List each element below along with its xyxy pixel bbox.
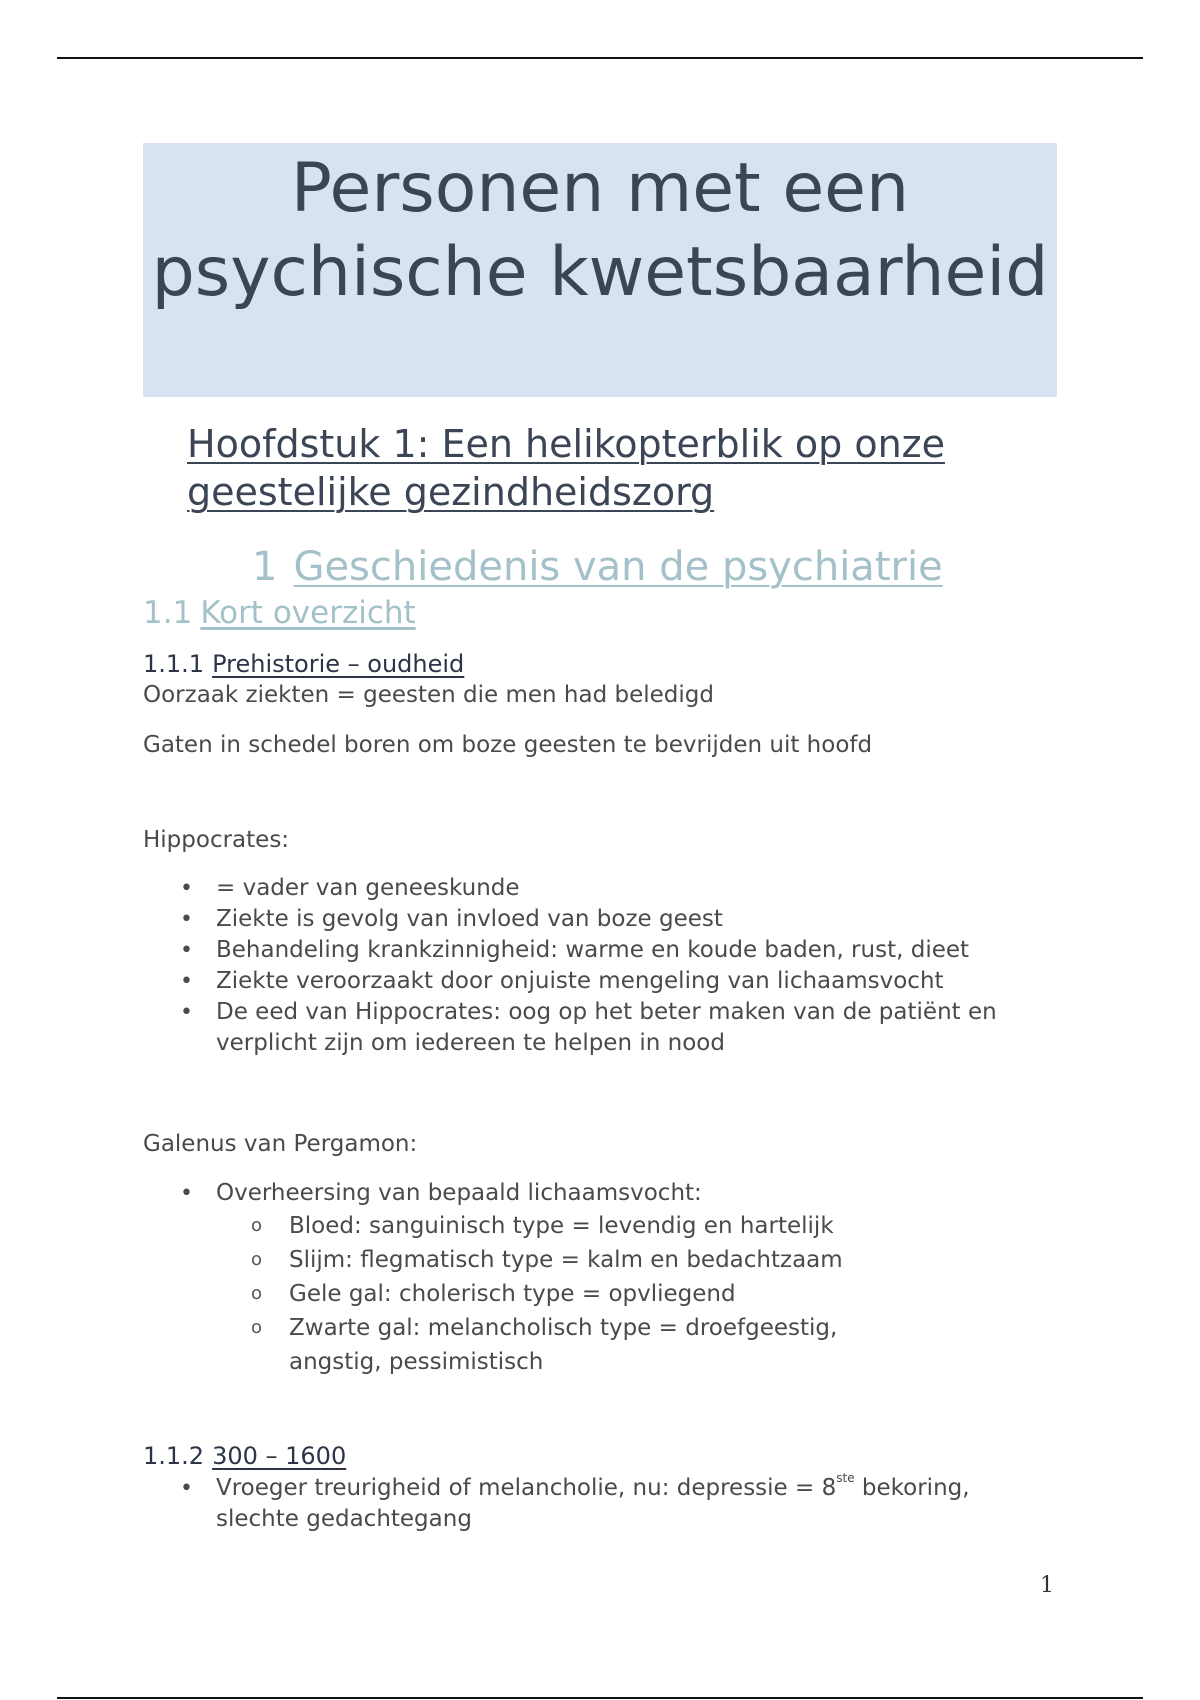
subsubsection-heading-1-1-2 bbox=[143, 1441, 346, 1471]
bullet-icon: • bbox=[180, 969, 193, 994]
hippocrates-label: Hippocrates: bbox=[143, 827, 290, 853]
sub-bullet-icon: o bbox=[251, 1215, 263, 1236]
sub-list-item: o Bloed: sanguinisch type = levendig en hartelijk bbox=[216, 1209, 1063, 1243]
title-box bbox=[143, 143, 1057, 397]
galenus-label: Galenus van Pergamon: bbox=[143, 1131, 418, 1157]
section-title: Geschiedenis van de psychiatrie bbox=[293, 544, 943, 590]
footer-rule bbox=[57, 1697, 1143, 1699]
bullet-icon: • bbox=[180, 938, 193, 963]
list-item: • De eed van Hippocrates: oog op het beter maken van de patiënt en verplicht zijn om iedereen te helpen in nood bbox=[180, 999, 997, 1056]
subsubsection-number: 1.1.2 bbox=[143, 1442, 205, 1470]
subsection-number: 1.1 bbox=[143, 595, 193, 631]
list-item: • Vroeger treurigheid of melancholie, nu: depressie = 8ste bekoring, slechte gedachtegang bbox=[180, 1471, 970, 1532]
header-rule bbox=[57, 57, 1143, 59]
section-heading-1 bbox=[252, 542, 943, 592]
sub-list-item: o Slijm: flegmatisch type = kalm en bedachtzaam bbox=[216, 1243, 1063, 1277]
section-number: 1 bbox=[252, 544, 278, 590]
subsubsection-number: 1.1.1 bbox=[143, 650, 205, 678]
subsection-heading-1-1 bbox=[143, 593, 416, 633]
list-item: • Behandeling krankzinnigheid: warme en koude baden, rust, dieet bbox=[143, 935, 1063, 966]
subsubsection-title: Prehistorie – oudheid bbox=[212, 650, 465, 678]
sub-bullet-icon: o bbox=[251, 1249, 263, 1270]
period-list bbox=[143, 1473, 1063, 1535]
subsubsection-title: 300 – 1600 bbox=[212, 1442, 347, 1470]
bullet-icon: • bbox=[180, 876, 193, 901]
list-item: • = vader van geneeskunde bbox=[143, 873, 1063, 904]
document-title: Personen met een psychische kwetsbaarheid bbox=[151, 149, 1049, 312]
subsection-title: Kort overzicht bbox=[200, 595, 416, 631]
chapter-heading-text: Hoofdstuk 1: Een helikopterblik op onze geestelijke gezindheidszorg bbox=[187, 422, 945, 514]
sub-list-item: o Zwarte gal: melancholisch type = droefgeestig, angstig, pessimistisch bbox=[216, 1311, 909, 1379]
galenus-list bbox=[143, 1178, 1063, 1379]
list-item: • Ziekte is gevolg van invloed van boze geest bbox=[143, 904, 1063, 935]
list-item: • Overheersing van bepaald lichaamsvocht: o Bloed: sanguinisch type = levendig en hartelijk o Slijm: flegmatisch type = kalm en bedachtzaam o Gele gal: cholerisch type = opvliegend o Zwarte gal: melancholisch type = droefgeestig, angstig, pessimistisch bbox=[143, 1178, 1063, 1379]
sub-list-item: o Gele gal: cholerisch type = opvliegend bbox=[216, 1277, 1063, 1311]
paragraph-gaten: Gaten in schedel boren om boze geesten te bevrijden uit hoofd bbox=[143, 732, 873, 758]
hippocrates-list bbox=[143, 873, 1063, 1059]
page-number: 1 bbox=[1040, 1573, 1054, 1598]
subsubsection-heading-1-1-1 bbox=[143, 649, 464, 679]
superscript: ste bbox=[836, 1471, 855, 1486]
bullet-icon: • bbox=[180, 1000, 193, 1025]
sub-bullet-icon: o bbox=[251, 1317, 263, 1338]
list-item: • Ziekte veroorzaakt door onjuiste mengeling van lichaamsvocht bbox=[143, 966, 1063, 997]
bullet-icon: • bbox=[180, 907, 193, 932]
galenus-sublist bbox=[216, 1209, 1063, 1379]
paragraph-oorzaak: Oorzaak ziekten = geesten die men had beledigd bbox=[143, 682, 714, 708]
sub-bullet-icon: o bbox=[251, 1283, 263, 1304]
bullet-icon: • bbox=[180, 1181, 193, 1206]
chapter-heading bbox=[187, 420, 1067, 516]
bullet-icon: • bbox=[180, 1476, 193, 1501]
